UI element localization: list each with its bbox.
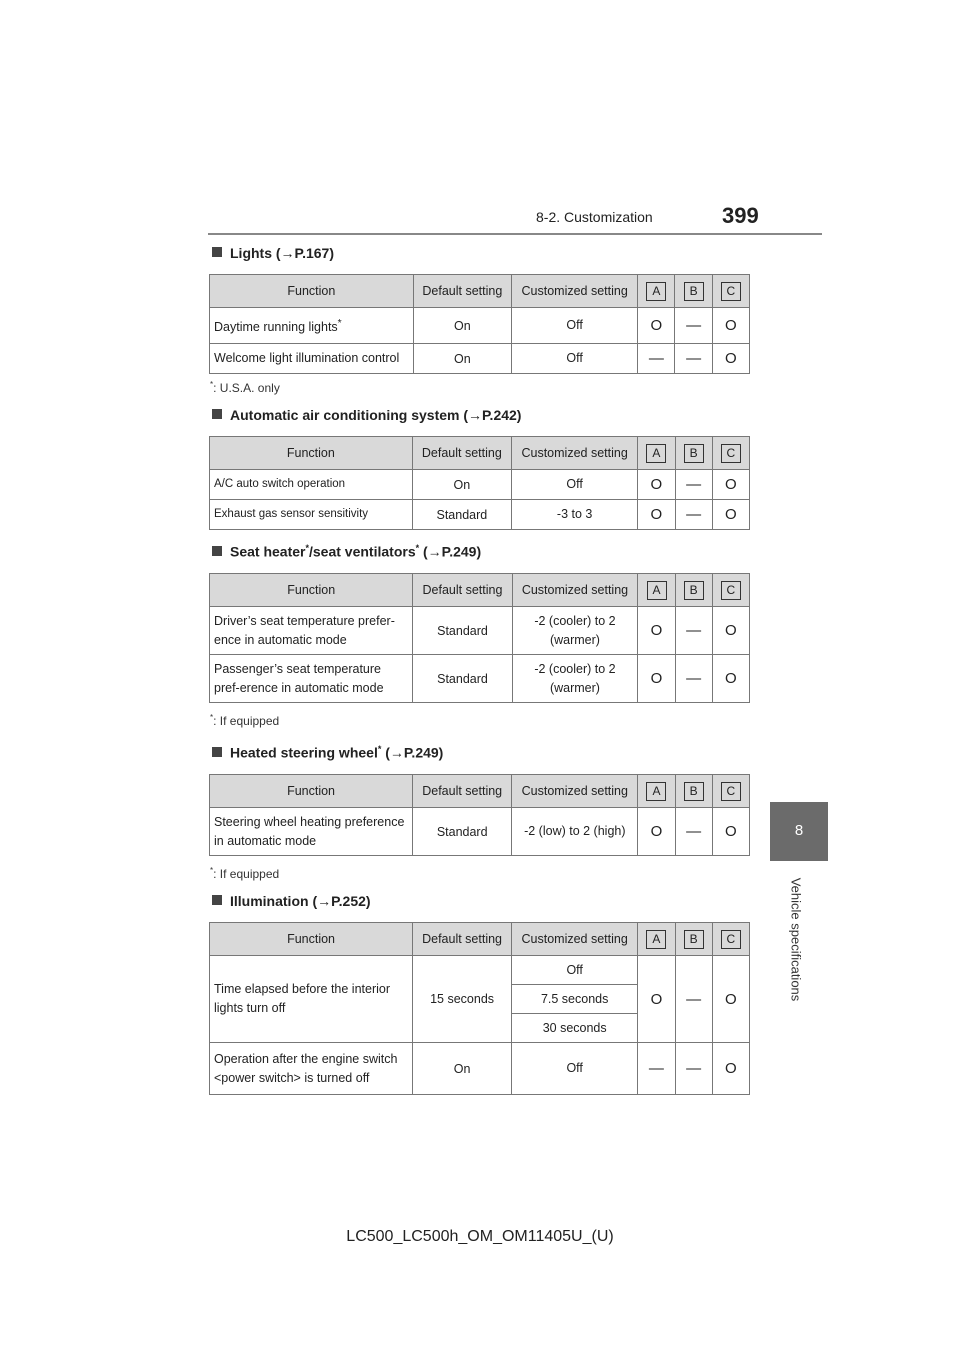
- header-function: Function: [210, 574, 413, 607]
- c-cell: O: [712, 655, 749, 703]
- section-title: 8-2. Customization: [536, 209, 653, 225]
- c-cell: O: [712, 344, 749, 374]
- header-c: C: [721, 782, 741, 801]
- chapter-title: Vehicle specifications: [788, 877, 804, 1002]
- section-heading-air-conditioning: Automatic air conditioning system (→P.242): [212, 407, 521, 423]
- b-cell: —: [675, 470, 712, 500]
- default-cell: On: [412, 470, 511, 500]
- seat-heater-table: [209, 573, 750, 703]
- c-cell: O: [712, 956, 749, 1043]
- function-cell: Time elapsed before the interior lights turn off: [210, 956, 413, 1043]
- header-c: C: [721, 581, 741, 600]
- a-cell: —: [638, 344, 675, 374]
- default-cell: Standard: [413, 808, 512, 856]
- function-cell: Passenger’s seat temperature pref-erence in automatic mode: [210, 655, 413, 703]
- a-cell: O: [638, 607, 675, 655]
- header-b: B: [684, 282, 704, 301]
- table-row: [210, 470, 750, 500]
- customized-option: Off: [512, 956, 638, 985]
- chapter-number: 8: [794, 822, 804, 839]
- c-cell: O: [712, 607, 749, 655]
- table-row: [210, 344, 750, 374]
- bullet-square-icon: [212, 895, 222, 905]
- table-row: [210, 655, 750, 703]
- footnote-marker: *: [337, 317, 342, 329]
- footnote: *: If equipped: [210, 866, 280, 881]
- default-cell: Standard: [412, 500, 511, 530]
- b-cell: —: [675, 1043, 712, 1095]
- footnote: *: If equipped: [210, 713, 280, 728]
- b-cell: —: [675, 956, 712, 1043]
- header-function: Function: [210, 775, 413, 808]
- a-cell: —: [638, 1043, 675, 1095]
- default-cell: On: [413, 1043, 512, 1095]
- customized-cell: -2 (cooler) to 2 (warmer): [512, 607, 638, 655]
- table-header-row: [210, 437, 750, 470]
- b-cell: —: [675, 607, 712, 655]
- section-heading-heated-steering-wheel: Heated steering wheel* (→P.249): [212, 744, 443, 761]
- table-row: [210, 308, 750, 344]
- header-a: A: [646, 782, 666, 801]
- a-cell: O: [638, 308, 675, 344]
- header-b: B: [684, 444, 704, 463]
- bullet-square-icon: [212, 546, 222, 556]
- function-cell: Steering wheel heating preference in automatic mode: [210, 808, 413, 856]
- bullet-square-icon: [212, 747, 222, 757]
- header-divider: [208, 233, 822, 235]
- b-cell: —: [675, 655, 712, 703]
- function-cell: Welcome light illumination control: [210, 344, 414, 374]
- customized-cell: -2 (low) to 2 (high): [512, 808, 638, 856]
- chapter-tab[interactable]: [770, 802, 828, 861]
- document-id-footer: LC500_LC500h_OM_OM11405U_(U): [346, 1228, 614, 1245]
- table-row: [210, 607, 750, 655]
- section-heading-seat-heater: Seat heater*/seat ventilators* (→P.249): [212, 543, 481, 560]
- default-cell: Standard: [413, 655, 512, 703]
- header-function: Function: [210, 923, 413, 956]
- lights-table: [209, 274, 750, 374]
- customized-option: 7.5 seconds: [512, 985, 638, 1014]
- header-default: Default setting: [413, 275, 511, 308]
- heated-steering-wheel-table: [209, 774, 750, 856]
- chapter-side-label: [786, 872, 806, 1012]
- c-cell: O: [712, 470, 749, 500]
- table-row: [210, 1043, 750, 1095]
- c-cell: O: [712, 500, 749, 530]
- header-b: B: [684, 581, 704, 600]
- table-row: [210, 808, 750, 856]
- b-cell: —: [675, 344, 712, 374]
- header-default: Default setting: [413, 574, 512, 607]
- table-header-row: [210, 275, 750, 308]
- function-cell: A/C auto switch operation: [210, 470, 413, 500]
- section-heading-lights: Lights (→P.167): [212, 245, 334, 261]
- header-customized: Customized setting: [512, 574, 638, 607]
- customized-cell: Off: [512, 470, 638, 500]
- function-cell: Driver’s seat temperature prefer-ence in automatic mode: [210, 607, 413, 655]
- table-header-row: [210, 574, 750, 607]
- function-cell: Daytime running lights: [214, 320, 338, 335]
- b-cell: —: [675, 500, 712, 530]
- a-cell: O: [638, 956, 675, 1043]
- header-function: Function: [210, 275, 414, 308]
- header-a: A: [646, 930, 666, 949]
- header-customized: Customized setting: [512, 923, 638, 956]
- header-a: A: [646, 444, 666, 463]
- customized-cell: Off: [512, 1043, 638, 1095]
- function-cell: Exhaust gas sensor sensitivity: [210, 500, 413, 530]
- footnote: *: U.S.A. only: [210, 380, 280, 395]
- section-heading-illumination: Illumination (→P.252): [212, 893, 371, 909]
- table-row: [210, 956, 750, 985]
- header-customized: Customized setting: [512, 437, 638, 470]
- header-c: C: [721, 282, 741, 301]
- header-default: Default setting: [413, 923, 512, 956]
- c-cell: O: [712, 308, 749, 344]
- bullet-square-icon: [212, 247, 222, 257]
- bullet-square-icon: [212, 409, 222, 419]
- header-b: B: [684, 782, 704, 801]
- c-cell: O: [712, 1043, 749, 1095]
- air-conditioning-table: [209, 436, 750, 530]
- header-c: C: [721, 444, 741, 463]
- table-header-row: [210, 923, 750, 956]
- a-cell: O: [638, 470, 675, 500]
- header-a: A: [647, 581, 667, 600]
- customized-cell: Off: [512, 344, 638, 374]
- c-cell: O: [712, 808, 749, 856]
- header-customized: Customized setting: [512, 775, 638, 808]
- default-cell: On: [413, 344, 511, 374]
- table-header-row: [210, 775, 750, 808]
- function-cell: Operation after the engine switch <power switch> is turned off: [210, 1043, 413, 1095]
- b-cell: —: [675, 308, 712, 344]
- customized-cell: Off: [512, 308, 638, 344]
- a-cell: O: [638, 500, 675, 530]
- b-cell: —: [675, 808, 712, 856]
- a-cell: O: [638, 655, 675, 703]
- header-c: C: [721, 930, 741, 949]
- header-function: Function: [210, 437, 413, 470]
- header-b: B: [684, 930, 704, 949]
- page-number: 399: [722, 203, 759, 228]
- customized-cell: -3 to 3: [512, 500, 638, 530]
- default-cell: On: [413, 308, 511, 344]
- default-cell: Standard: [413, 607, 512, 655]
- customized-cell: -2 (cooler) to 2 (warmer): [512, 655, 638, 703]
- illumination-table: [209, 922, 750, 1095]
- default-cell: 15 seconds: [413, 956, 512, 1043]
- table-row: [210, 500, 750, 530]
- header-customized: Customized setting: [512, 275, 638, 308]
- header-a: A: [646, 282, 666, 301]
- header-default: Default setting: [413, 775, 512, 808]
- page-header: [0, 0, 960, 240]
- header-default: Default setting: [412, 437, 511, 470]
- a-cell: O: [638, 808, 675, 856]
- customized-option: 30 seconds: [512, 1014, 638, 1043]
